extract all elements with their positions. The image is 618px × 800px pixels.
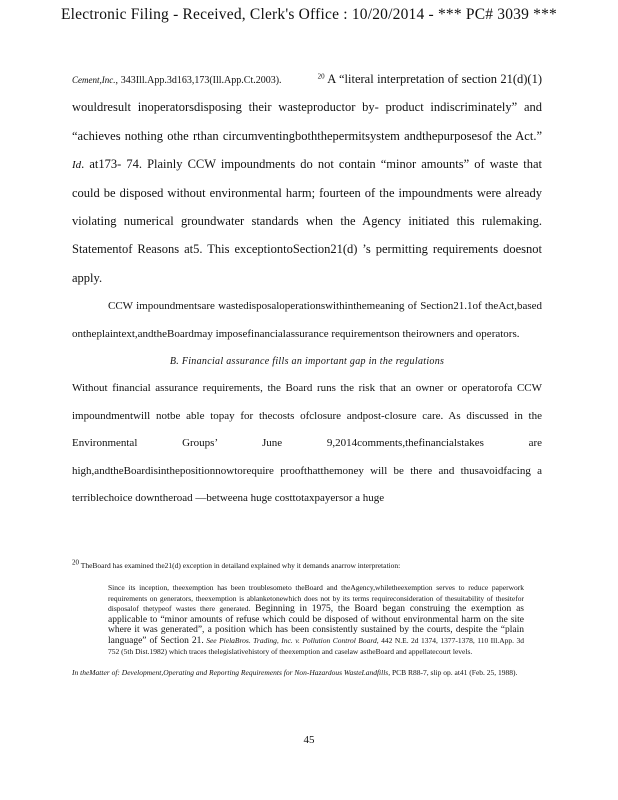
paragraph-2: CCW impoundmentsare wastedisposaloperationswithinthemeaning of Section21.1of theAct,based ontheplaintext,andtheBoardmay imposefinancialassurance requirementson theirowners and operators. [72, 300, 542, 340]
id-citation: Id [72, 159, 82, 172]
case-citation-reporter: , 343Ill.App.3d163,173(Ill.App.Ct.2003). [115, 75, 282, 86]
footnote-reference[interactable]: 20 [317, 72, 325, 81]
filing-header: Electronic Filing - Received, Clerk's Office : 10/20/2014 - *** PC# 3039 *** [61, 6, 557, 23]
paragraph-3: Without financial assurance requirements, the Board runs the risk that an owner or operatorofa CCW impoundmentwill notbe able topay for thecosts ofclosure andpost-closure care. As discussed in the Environmental Groups’ June 9,2014comments,thefinancialstakes are high,andtheBoardisinthepositionnowtorequire proofthatthemoney will be there and thusavoidfacing a terriblechoice downtheroad —betweena huge costtotaxpayersor a huge [72, 382, 542, 505]
paragraph-1-text: A “literal interpretation of section 21(d)(1) wouldresult inoperatorsdisposing their wasteproductor by- product indiscriminately” and “achieves nothing othe rthan circumventingboththepermitsystem andthepurposesof the Act.” [72, 72, 543, 143]
source-citation: , PCB R88-7, slip op. at41 (Feb. 25, 1988). [388, 668, 518, 678]
footnote-20 [72, 560, 542, 678]
case-citation: Cement,Inc. [72, 75, 116, 85]
quote-part-1: Since its inception, theexemption has been troublesometo theBoard and theAgency,whiletheexemption serves to reduce paperwork requirements on generators, theexemption is ablanketonewhich does not by its terms requireconsideration of thesuitability of thesitefor disposalof thetypeof wastes there generated. [108, 583, 524, 614]
quote-part-3: , 442 N.E. 2d 1374, 1377-1378, 110 Ill.App. 3d 752 (5th Dist.1982) which traces thelegislativehistory of theexemption and caselaw astheBoard and appellatecourt levels. [108, 635, 524, 656]
footnote-intro [72, 560, 542, 571]
footnote-block-quote [108, 583, 524, 657]
footnote-number: 20 [72, 558, 79, 567]
footnote-intro-text: TheBoard has examined the21(d) exception in detailand explained why it demands anarrow interpretation: [79, 561, 401, 570]
page-number: 45 [303, 734, 315, 746]
quote-see: See [203, 635, 217, 645]
section-heading: B. Financial assurance fills an important gap in the regulations [169, 356, 445, 368]
body-text [72, 66, 542, 513]
quote-part-2: Beginning in 1975, the Board began construing the exemption as applicable to “minor amounts of refuse which could be disposed of without environmental harm on the site where it was generated”, a position which has been consistently sustained by the courts, despite the “plain language” of Section 21. [108, 604, 524, 646]
quote-case-name: PielaBros. Trading, Inc. v. Pollution Control Board [216, 635, 377, 645]
paragraph-1 [72, 66, 542, 293]
source-case-name: In theMatter of: Development,Operating and Reporting Requirements for Non-Hazardous WasteLandfills [72, 668, 389, 678]
footnote-source [72, 667, 542, 678]
paragraph-1-rest: . at173- 74. Plainly CCW impoundments do not contain “minor amounts” of waste that could be disposed without environmental harm; fourteen of the impoundments were already violating numerical groundwater standards when the Agency initiated this rulemaking. Statementof Reasons at5. This exceptiontoSection21(d) ’s permitting requirements doesnot apply. [72, 157, 542, 285]
